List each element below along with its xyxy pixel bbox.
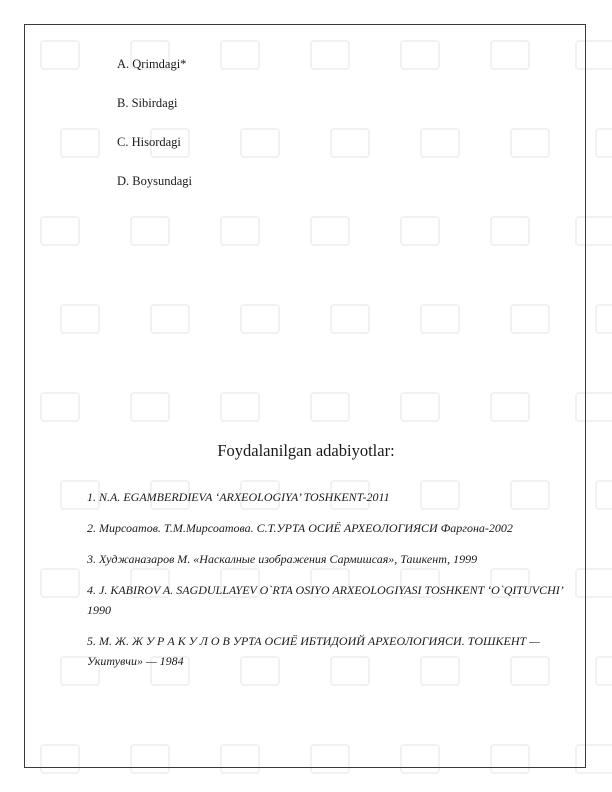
watermark-tile bbox=[595, 304, 612, 334]
option-a: A. Qrimdagi* bbox=[117, 57, 187, 71]
option-d: D. Boysundagi bbox=[117, 174, 192, 188]
reference-item: 2. Мирсоатов. Т.М.Мирсоатова. С.Т.УРТА ОСИЁ АРХЕОЛОГИЯСИ Фаргона-2002 bbox=[87, 521, 513, 535]
reference-item: 1. N.A. EGAMBERDIEVA ‘ARXEOLOGIYA’ TOSHKENT-2011 bbox=[87, 490, 390, 504]
watermark-tile bbox=[595, 480, 612, 510]
reference-item: 4. J. KABIROV A. SAGDULLAYEV O`RTA OSIYO ARXEOLOGIYASI TOSHKENT ‘O`QITUVCHI’ 1990 bbox=[87, 583, 563, 617]
option-c: C. Hisordagi bbox=[117, 135, 181, 149]
references-title: Foydalanilgan adabiyotlar: bbox=[217, 441, 395, 460]
watermark-tile bbox=[595, 128, 612, 158]
answer-options bbox=[117, 57, 192, 213]
reference-item: 5. M. Ж. Ж У Р А К У Л О В УРТА ОСИЁ ИБТИДОИЙ АРХЕОЛОГИЯСИ. ТОШКЕНТ —Укитувчи» — 1984 bbox=[87, 634, 540, 668]
option-b: B. Sibirdagi bbox=[117, 96, 178, 110]
references-list bbox=[87, 487, 567, 682]
watermark-tile bbox=[595, 656, 612, 686]
reference-item: 3. Худжаназаров М. «Наскалные изображения Сармишсая», Ташкент, 1999 bbox=[87, 552, 478, 566]
